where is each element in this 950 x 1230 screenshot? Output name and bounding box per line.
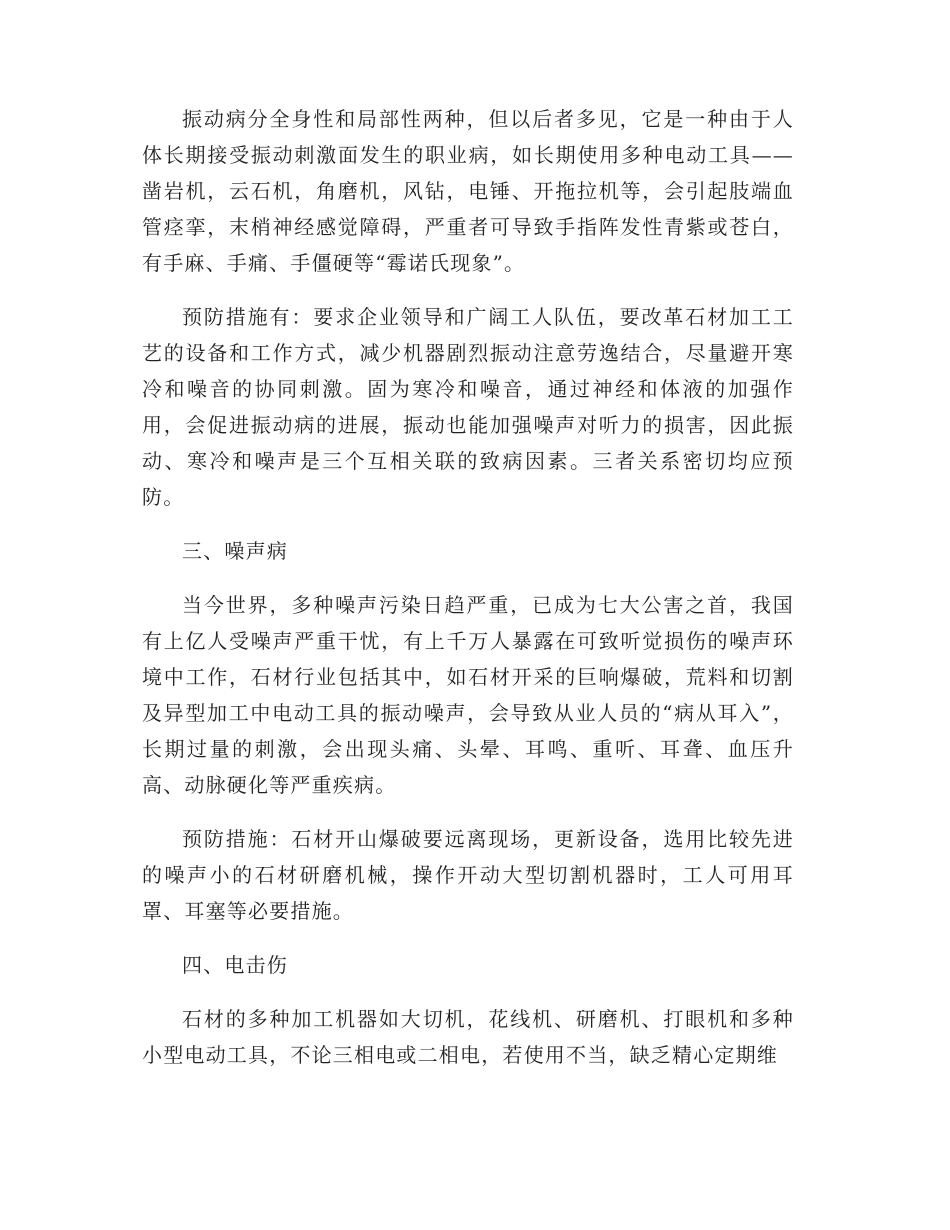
paragraph-noise-disease: 当今世界，多种噪声污染日趋严重，已成为七大公害之首，我国有上亿人受噪声严重干忧，有上千万人暴露在可致听觉损伤的噪声环境中工作，石材行业包括其中，如石材开采的巨响爆破，荒料和切割及异型加工中电动工具的振动噪声，会导致从业人员的“病从耳入”，长期过量的刺激，会出现头痛、头晕、耳鸣、重听、耳聋、血压升高、动脉硬化等严重疾病。 xyxy=(142,593,794,797)
document-body xyxy=(142,101,794,1073)
paragraph-vibration-prevention: 预防措施有：要求企业领导和广阔工人队伍，要改革石材加工工艺的设备和工作方式，减少机器剧烈振动注意劳逸结合，尽量避开寒冷和噪音的协同刺激。固为寒冷和噪音，通过神经和体液的加强作用，会促进振动病的进展，振动也能加强噪声对听力的损害，因此振动、寒冷和噪声是三个互相关联的致病因素。三者关系密切均应预防。 xyxy=(142,305,794,509)
section-heading-electric-shock: 四、电击伤 xyxy=(182,953,288,977)
section-heading-noise: 三、噪声病 xyxy=(182,539,288,563)
paragraph-electric-shock: 石材的多种加工机器如大切机，花线机、研磨机、打眼机和多种小型电动工具，不论三相电或二相电，若使用不当，缺乏精心定期维 xyxy=(142,1007,794,1067)
paragraph-vibration-disease: 振动病分全身性和局部性两种，但以后者多见，它是一种由于人体长期接受振动刺激面发生的职业病，如长期使用多种电动工具——凿岩机，云石机，角磨机，风钻，电锤、开拖拉机等，会引起肢端血管痉挛，末梢神经感觉障碍，严重者可导致手指阵发性青紫或苍白，有手麻、手痛、手僵硬等“霉诺氏现象”。 xyxy=(142,107,794,275)
paragraph-noise-prevention: 预防措施：石材开山爆破要远离现场，更新设备，选用比较先进的噪声小的石材研磨机械，操作开动大型切割机器时，工人可用耳罩、耳塞等必要措施。 xyxy=(142,827,794,923)
